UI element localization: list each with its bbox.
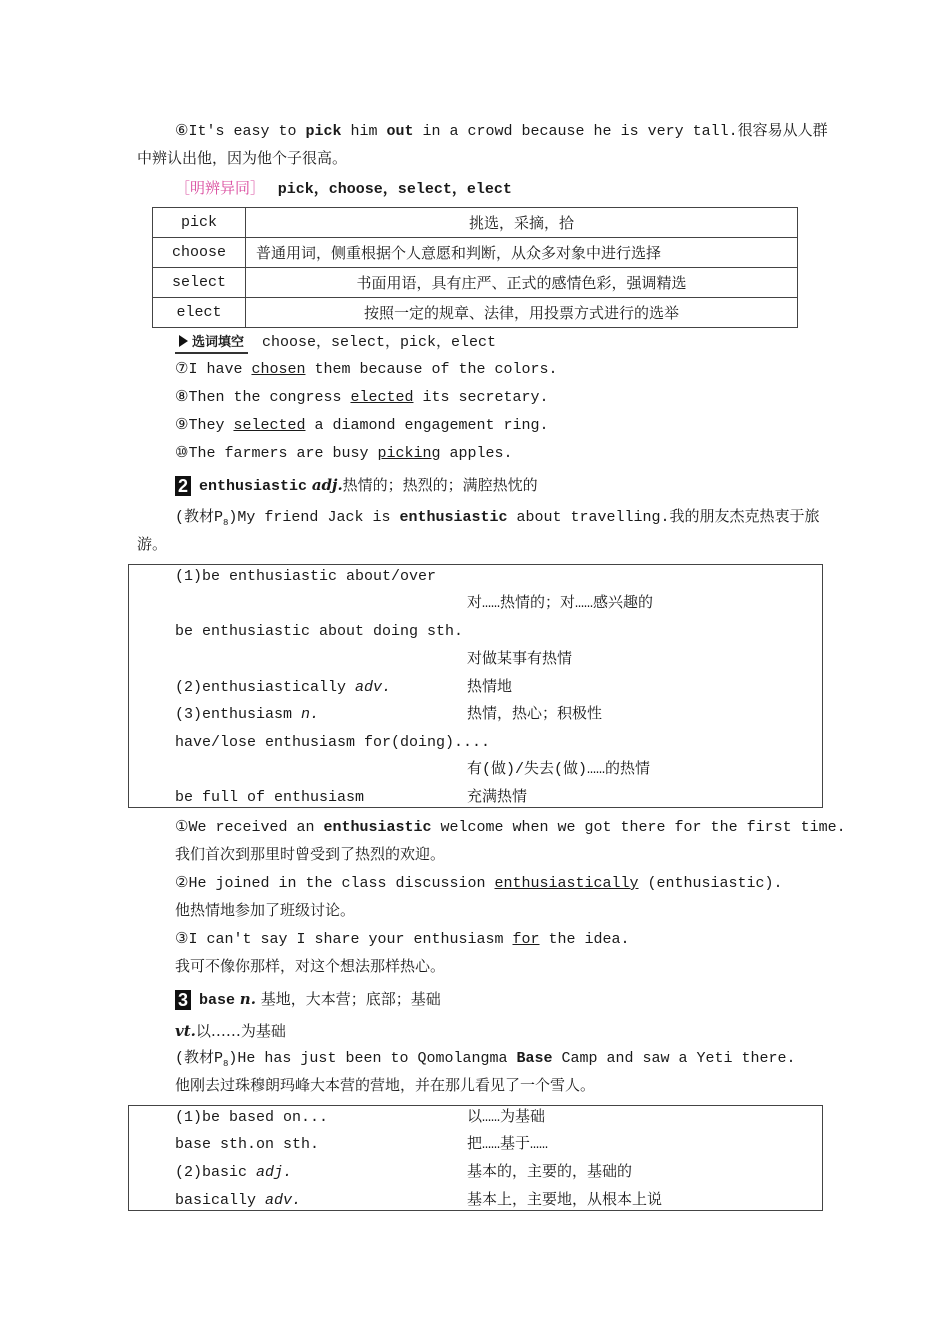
item-2-source-cont: 游。 <box>137 537 168 554</box>
example-6-cont: 中辨认出他，因为他个子很高。 <box>137 151 348 168</box>
play-triangle-icon <box>179 335 188 347</box>
part-of-speech: vt. <box>175 1022 196 1040</box>
headword-meaning: 基地，大本营；底部；基础 <box>260 990 441 1008</box>
item-number: 2 <box>175 476 191 496</box>
usage-phrase: have/lose enthusiasm for(doing).... <box>175 734 491 751</box>
compare-words: pick，choose，select，elect <box>277 181 512 198</box>
table-row <box>153 208 798 238</box>
usage-meaning: 有(做)/失去(做)……的热情 <box>467 761 651 778</box>
item-2-heading <box>175 475 538 497</box>
table-cell-word: choose <box>153 238 246 268</box>
table-cell-word: select <box>153 268 246 298</box>
usage-phrase: (2)basic adj. <box>175 1164 293 1181</box>
headword-meaning: 以……为基础 <box>195 1022 286 1040</box>
usage-phrase: basically adv. <box>175 1192 302 1209</box>
item-2-example-1: ①We received an enthusiastic welcome when we got there for the first time. <box>175 819 846 836</box>
answer: chosen <box>251 361 306 378</box>
fill-sentence: ⑨They selected a diamond engagement ring. <box>175 417 549 434</box>
usage-meaning: 对做某事有热情 <box>467 651 573 668</box>
keyword: enthusiastic <box>399 509 508 526</box>
usage-phrase: (2)enthusiastically adv. <box>175 679 392 696</box>
usage-phrase: (1)be enthusiastic about/over <box>175 568 437 585</box>
item-3-heading <box>175 989 441 1011</box>
compare-table <box>152 207 798 328</box>
fill-sentence: ⑩The farmers are busy picking apples. <box>175 445 513 462</box>
item-2-example-1-cn: 我们首次到那里时曾受到了热烈的欢迎。 <box>175 847 446 864</box>
item-3-source-cn: 他刚去过珠穆朗玛峰大本营的营地，并在那儿看见了一个雪人。 <box>175 1078 596 1095</box>
fill-badge: 选词填空 <box>175 332 248 354</box>
example-number: ⑥ <box>175 123 189 140</box>
keyword: out <box>386 123 414 140</box>
usage-meaning: 基本的，主要的，基础的 <box>467 1164 633 1181</box>
table-cell-meaning: 书面用语，具有庄严、正式的感情色彩，强调精选 <box>246 268 798 298</box>
usage-phrase: (3)enthusiasm n. <box>175 706 320 723</box>
keyword: pick <box>305 123 342 140</box>
headword-meaning: 热情的；热烈的；满腔热忱的 <box>342 476 538 494</box>
fill-heading <box>175 332 496 354</box>
fill-sentence: ⑧Then the congress elected its secretary. <box>175 389 549 406</box>
answer: elected <box>350 389 414 406</box>
usage-meaning: 把……基于…… <box>467 1136 549 1153</box>
item-3-heading-vt <box>175 1021 286 1041</box>
table-cell-word: elect <box>153 298 246 328</box>
usage-meaning: 充满热情 <box>467 789 528 806</box>
table-cell-meaning: 普通用词，侧重根据个人意愿和判断，从众多对象中进行选择 <box>246 238 798 268</box>
fill-words: choose，select，pick，elect <box>262 334 497 351</box>
answer: selected <box>233 417 306 434</box>
fill-sentence: ⑦I have chosen them because of the colors. <box>175 361 558 378</box>
table-cell-meaning: 挑选，采摘，拾 <box>246 208 798 238</box>
item-2-usage-box <box>128 564 823 808</box>
example-6: ⑥It's easy to pick him out in a crowd because he is very tall.很容易从人群 <box>175 123 828 140</box>
table-row <box>153 298 798 328</box>
part-of-speech: adj. <box>311 476 343 494</box>
table-row <box>153 238 798 268</box>
item-2-example-3: ③I can't say I share your enthusiasm for the idea. <box>175 931 630 948</box>
table-cell-word: pick <box>153 208 246 238</box>
answer: for <box>512 931 540 948</box>
usage-phrase: be enthusiastic about doing sth. <box>175 623 464 640</box>
answer: enthusiastically <box>494 875 639 892</box>
item-2-example-2-cn: 他热情地参加了班级讨论。 <box>175 903 356 920</box>
usage-phrase: (1)be based on... <box>175 1109 329 1126</box>
answer: picking <box>377 445 441 462</box>
item-number: 3 <box>175 990 191 1010</box>
compare-heading <box>175 178 512 200</box>
item-3-usage-box <box>128 1105 823 1211</box>
item-2-source: (教材$P_8)My$ friend Jack is enthusiastic about travelling.我的朋友杰克热衷于旅 <box>175 509 820 528</box>
part-of-speech: n. <box>239 990 256 1008</box>
usage-meaning: 以……为基础 <box>467 1109 546 1126</box>
compare-tag: ［明辨异同］ <box>175 179 266 197</box>
usage-meaning: 热情，热心；积极性 <box>467 706 603 723</box>
item-3-source: (教材$P_8)He$ has just been to Qomolangma Base Camp and saw a Yeti there. <box>175 1050 796 1069</box>
table-cell-meaning: 按照一定的规章、法律，用投票方式进行的选举 <box>246 298 798 328</box>
usage-meaning: 基本上，主要地，从根本上说 <box>467 1192 663 1209</box>
headword: base <box>199 992 236 1009</box>
usage-phrase: base sth.on sth. <box>175 1136 320 1153</box>
item-2-example-3-cn: 我可不像你那样，对这个想法那样热心。 <box>175 959 446 976</box>
item-2-example-2: ②He joined in the class discussion enthusiastically (enthusiastic). <box>175 875 783 892</box>
keyword: Base <box>516 1050 553 1067</box>
keyword: enthusiastic <box>323 819 432 836</box>
usage-meaning: 对……热情的；对……感兴趣的 <box>467 595 654 612</box>
usage-meaning: 热情地 <box>467 679 513 696</box>
headword: enthusiastic <box>199 478 308 495</box>
usage-phrase: be full of enthusiasm <box>175 789 365 806</box>
table-row <box>153 268 798 298</box>
